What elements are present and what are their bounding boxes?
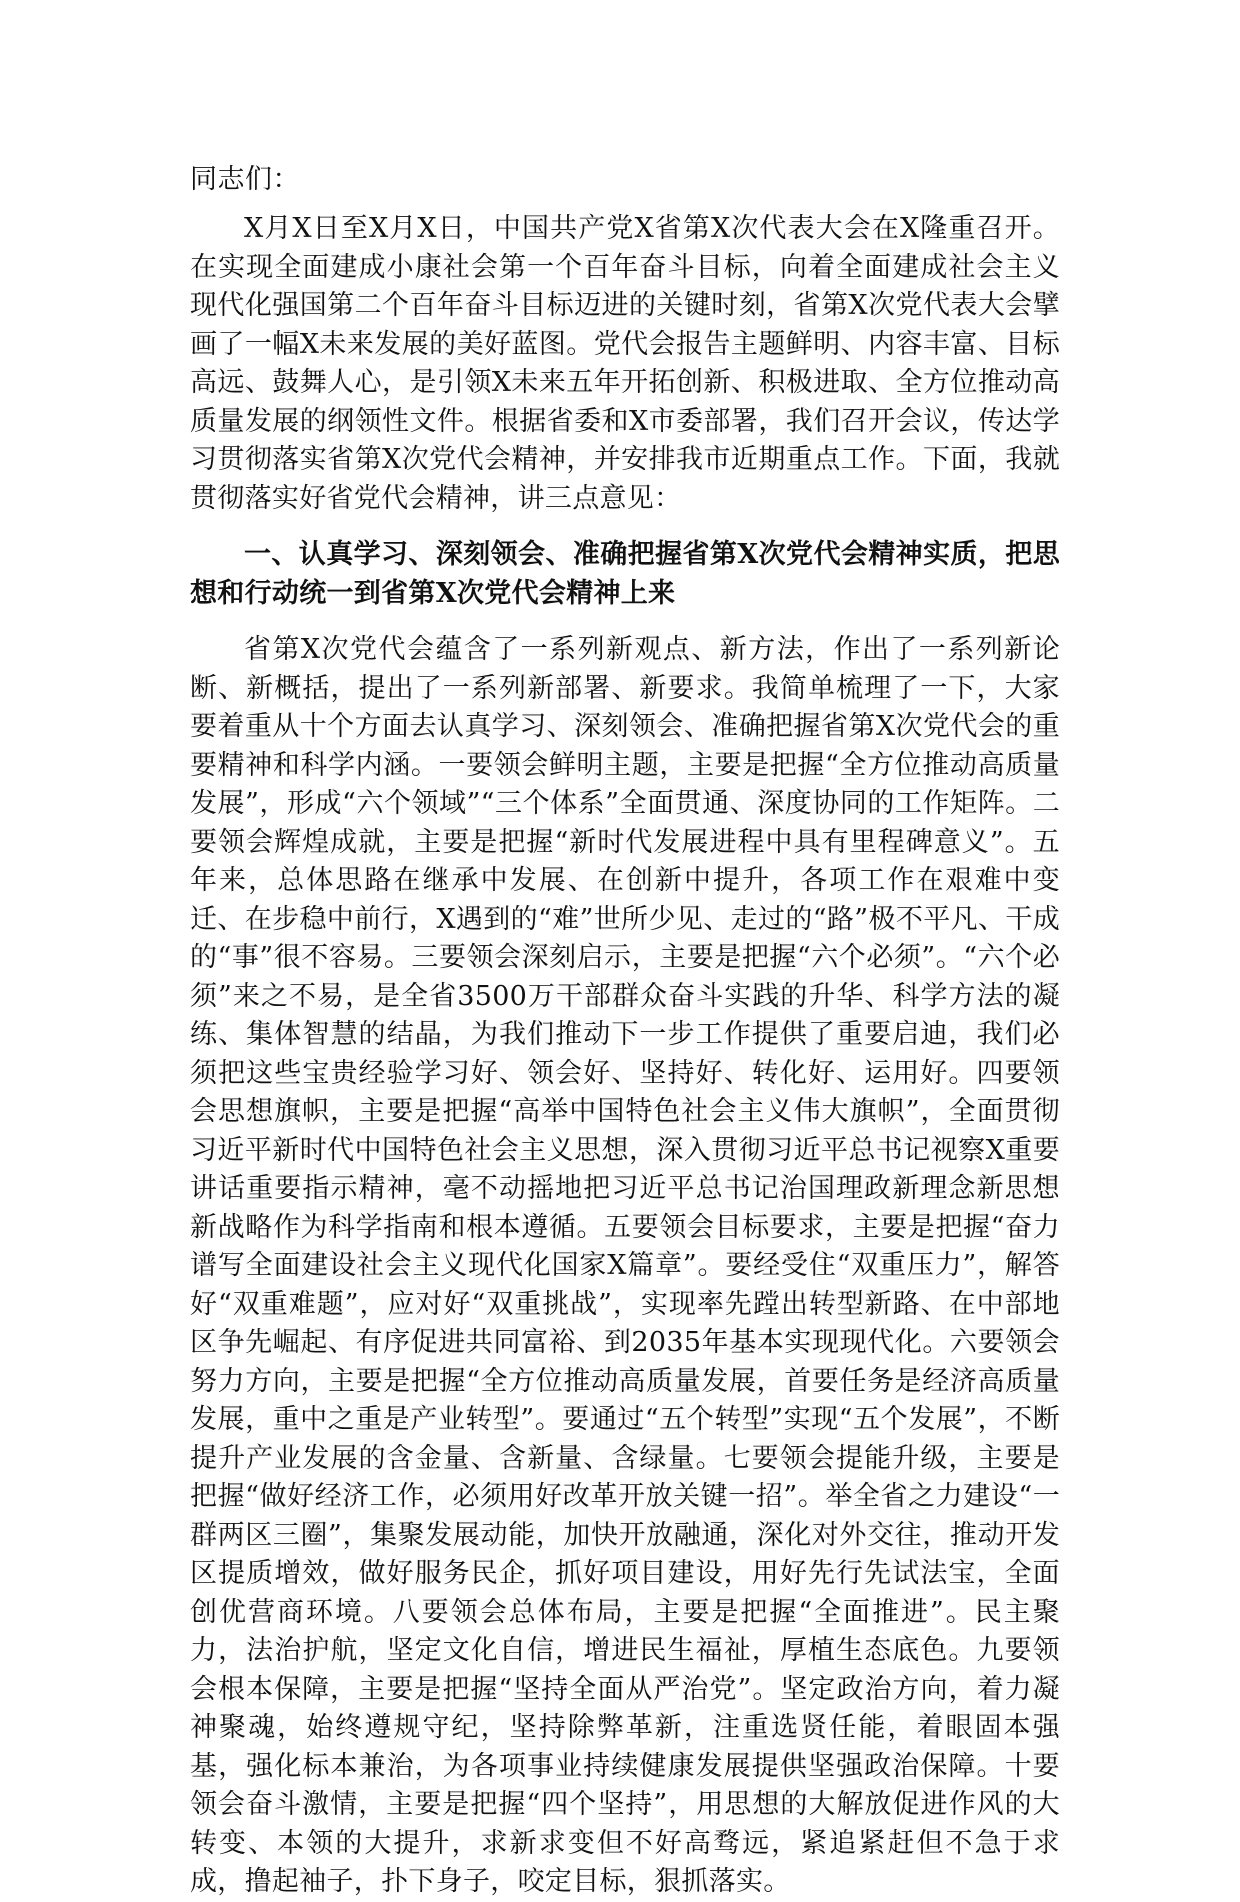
section-1-heading: 一、认真学习、深刻领会、准确把握省第X次党代会精神实质，把思想和行动统一到省第X次党代会精神上来: [190, 539, 1060, 609]
intro-paragraph: X月X日至X月X日，中国共产党X省第X次代表大会在X隆重召开。在实现全面建成小康社会第一个百年奋斗目标，向着全面建成社会主义现代化强国第二个百年奋斗目标迈进的关键时刻，省第X次党代表大会擘画了一幅X未来发展的美好蓝图。党代会报告主题鲜明、内容丰富、目标高远、鼓舞人心，是引领X未来五年开拓创新、积极进取、全方位推动高质量发展的纲领性文件。根据省委和X市委部署，我们召开会议，传达学习贯彻落实省第X次党代会精神，并安排我市近期重点工作。下面，我就贯彻落实好省党代会精神，讲三点意见：: [190, 213, 1060, 514]
document-page: [190, 160, 1060, 1902]
section-1-body: 省第X次党代会蕴含了一系列新观点、新方法，作出了一系列新论断、新概括，提出了一系列新部署、新要求。我简单梳理了一下，大家要着重从十个方面去认真学习、深刻领会、准确把握省第X次党代会的重要精神和科学内涵。一要领会鲜明主题，主要是把握“全方位推动高质量发展”，形成“六个领域”“三个体系”全面贯通、深度协同的工作矩阵。二要领会辉煌成就，主要是把握“新时代发展进程中具有里程碑意义”。五年来，总体思路在继承中发展、在创新中提升，各项工作在艰难中变迁、在步稳中前行，X遇到的“难”世所少见、走过的“路”极不平凡、干成的“事”很不容易。三要领会深刻启示，主要是把握“六个必须”。“六个必须”来之不易，是全省3500万干部群众奋斗实践的升华、科学方法的凝练、集体智慧的结晶，为我们推动下一步工作提供了重要启迪，我们必须把这些宝贵经验学习好、领会好、坚持好、转化好、运用好。四要领会思想旗帜，主要是把握“高举中国特色社会主义伟大旗帜”，全面贯彻习近平新时代中国特色社会主义思想，深入贯彻习近平总书记视察X重要讲话重要指示精神，毫不动摇地把习近平总书记治国理政新理念新思想新战略作为科学指南和根本遵循。五要领会目标要求，主要是把握“奋力谱写全面建设社会主义现代化国家X篇章”。要经受住“双重压力”，解答好“双重难题”，应对好“双重挑战”，实现率先蹚出转型新路、在中部地区争先崛起、有序促进共同富裕、到2035年基本实现现代化。六要领会努力方向，主要是把握“全方位推动高质量发展，首要任务是经济高质量发展，重中之重是产业转型”。要通过“五个转型”实现“五个发展”，不断提升产业发展的含金量、含新量、含绿量。七要领会提能升级，主要是把握“做好经济工作，必须用好改革开放关键一招”。举全省之力建设“一群两区三圈”，集聚发展动能，加快开放融通，深化对外交往，推动开发区提质增效，做好服务民企，抓好项目建设，用好先行先试法宝，全面创优营商环境。八要领会总体布局，主要是把握“全面推进”。民主聚力，法治护航，坚定文化自信，增进民生福祉，厚植生态底色。九要领会根本保障，主要是把握“坚持全面从严治党”。坚定政治方向，着力凝神聚魂，始终遵规守纪，坚持除弊革新，注重选贤任能，着眼固本强基，强化标本兼治，为各项事业持续健康发展提供坚强政治保障。十要领会奋斗激情，主要是把握“四个坚持”，用思想的大解放促进作风的大转变、本领的大提升，求新求变但不好高骛远，紧追紧赶但不急于求成，撸起袖子，扑下身子，咬定目标，狠抓落实。: [190, 634, 1060, 1897]
greeting: 同志们：: [190, 164, 300, 195]
